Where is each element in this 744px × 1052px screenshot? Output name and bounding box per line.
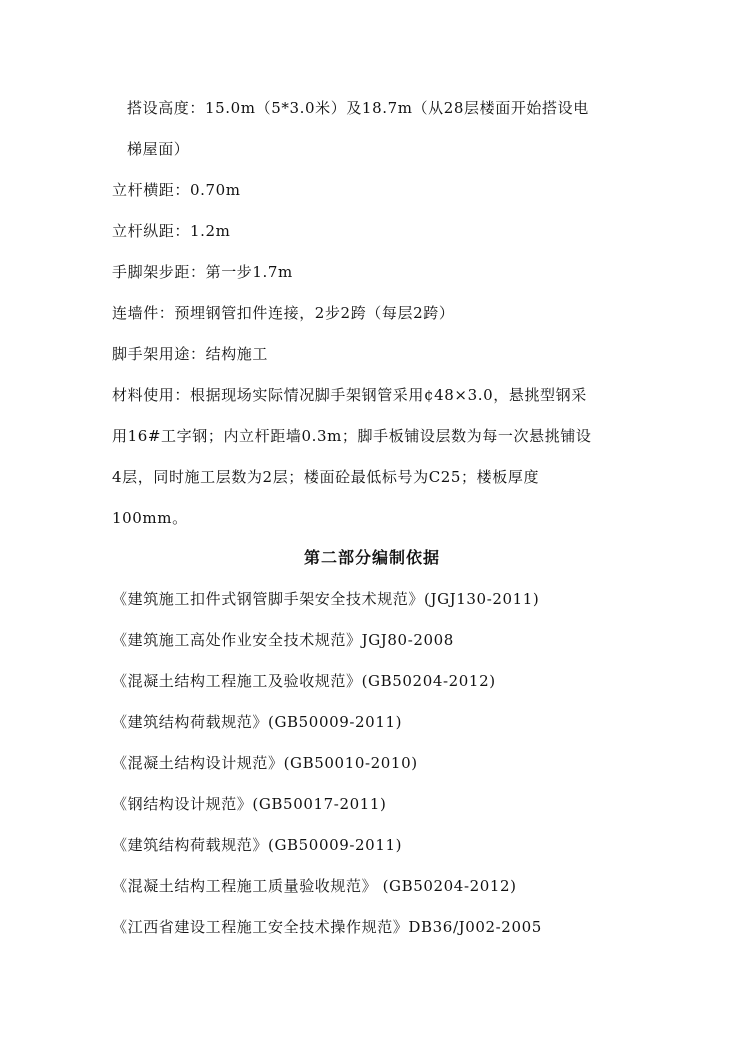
param-material-line-4: 100mm。: [112, 509, 188, 527]
reference-item: 《建筑结构荷载规范》(GB50009-2011): [112, 836, 403, 854]
param-step-distance: 手脚架步距：第一步1.7m: [112, 263, 293, 281]
param-material-line-2: 用16#工字钢；内立杆距墙0.3m；脚手板铺设层数为每一次悬挑铺设: [112, 427, 592, 445]
param-height-line-1: 搭设高度：15.0m（5*3.0米）及18.7m（从28层楼面开始搭设电: [127, 99, 589, 117]
param-material-line-1: 材料使用：根据现场实际情况脚手架钢管采用¢48×3.0，悬挑型钢采: [112, 386, 587, 404]
reference-item: 《江西省建设工程施工安全技术操作规范》DB36/J002-2005: [112, 918, 542, 936]
param-material-line-3: 4层，同时施工层数为2层；楼面砼最低标号为C25；楼板厚度: [112, 468, 540, 486]
reference-item: 《钢结构设计规范》(GB50017-2011): [112, 795, 387, 813]
reference-item: 《混凝土结构工程施工及验收规范》(GB50204-2012): [112, 672, 496, 690]
reference-item: 《建筑施工高处作业安全技术规范》JGJ80-2008: [112, 631, 454, 649]
reference-item: 《混凝土结构设计规范》(GB50010-2010): [112, 754, 418, 772]
param-transverse-spacing: 立杆横距：0.70m: [112, 181, 241, 199]
reference-item: 《建筑结构荷载规范》(GB50009-2011): [112, 713, 403, 731]
param-usage: 脚手架用途：结构施工: [112, 345, 269, 363]
param-longitudinal-spacing: 立杆纵距：1.2m: [112, 222, 231, 240]
section-title: 第二部分编制依据: [303, 548, 440, 567]
reference-item: 《建筑施工扣件式钢管脚手架安全技术规范》(JGJ130-2011): [112, 590, 540, 608]
param-height-line-2: 梯屋面）: [127, 140, 190, 158]
param-wall-connector: 连墙件：预埋钢管扣件连接，2步2跨（每层2跨）: [112, 304, 455, 322]
reference-item: 《混凝土结构工程施工质量验收规范》 (GB50204-2012): [112, 877, 517, 895]
